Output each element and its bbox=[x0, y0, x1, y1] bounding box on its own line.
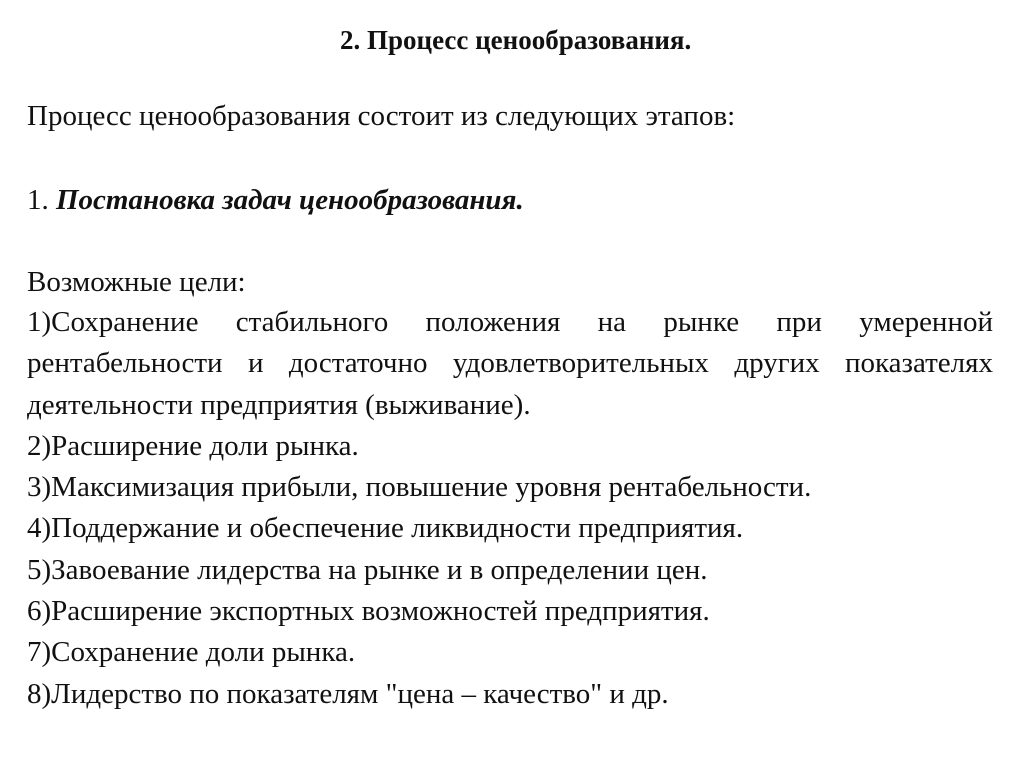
goal-item: 6)Расширение экспортных возможностей предприятия. bbox=[27, 595, 710, 628]
goal-item: 7)Сохранение доли рынка. bbox=[27, 636, 356, 669]
goal-item: 2)Расширение доли рынка. bbox=[27, 429, 359, 462]
goals-label: Возможные цели: bbox=[27, 266, 246, 298]
goal-item: 1)Сохранение стабильного положения на рынке при умеренной рентабельности и достаточно удовлетворительных других показателях деятельности предприятия (выживание). bbox=[27, 306, 993, 421]
intro-text: Процесс ценообразования состоит из следующих этапов: bbox=[27, 100, 736, 132]
stage-number: 1. bbox=[27, 184, 49, 216]
goal-item: 3)Максимизация прибыли, повышение уровня рентабельности. bbox=[27, 471, 812, 504]
stage-heading bbox=[27, 180, 524, 220]
goal-item: 8)Лидерство по показателям "цена – качество" и др. bbox=[27, 677, 669, 710]
slide-title: 2. Процесс ценообразования. bbox=[340, 25, 692, 55]
goal-item: 5)Завоевание лидерства на рынке и в определении цен. bbox=[27, 553, 708, 586]
goal-item: 4)Поддержание и обеспечение ликвидности предприятия. bbox=[27, 512, 744, 545]
stage-title: Постановка задач ценообразования. bbox=[56, 184, 524, 216]
goals-list bbox=[27, 302, 993, 715]
